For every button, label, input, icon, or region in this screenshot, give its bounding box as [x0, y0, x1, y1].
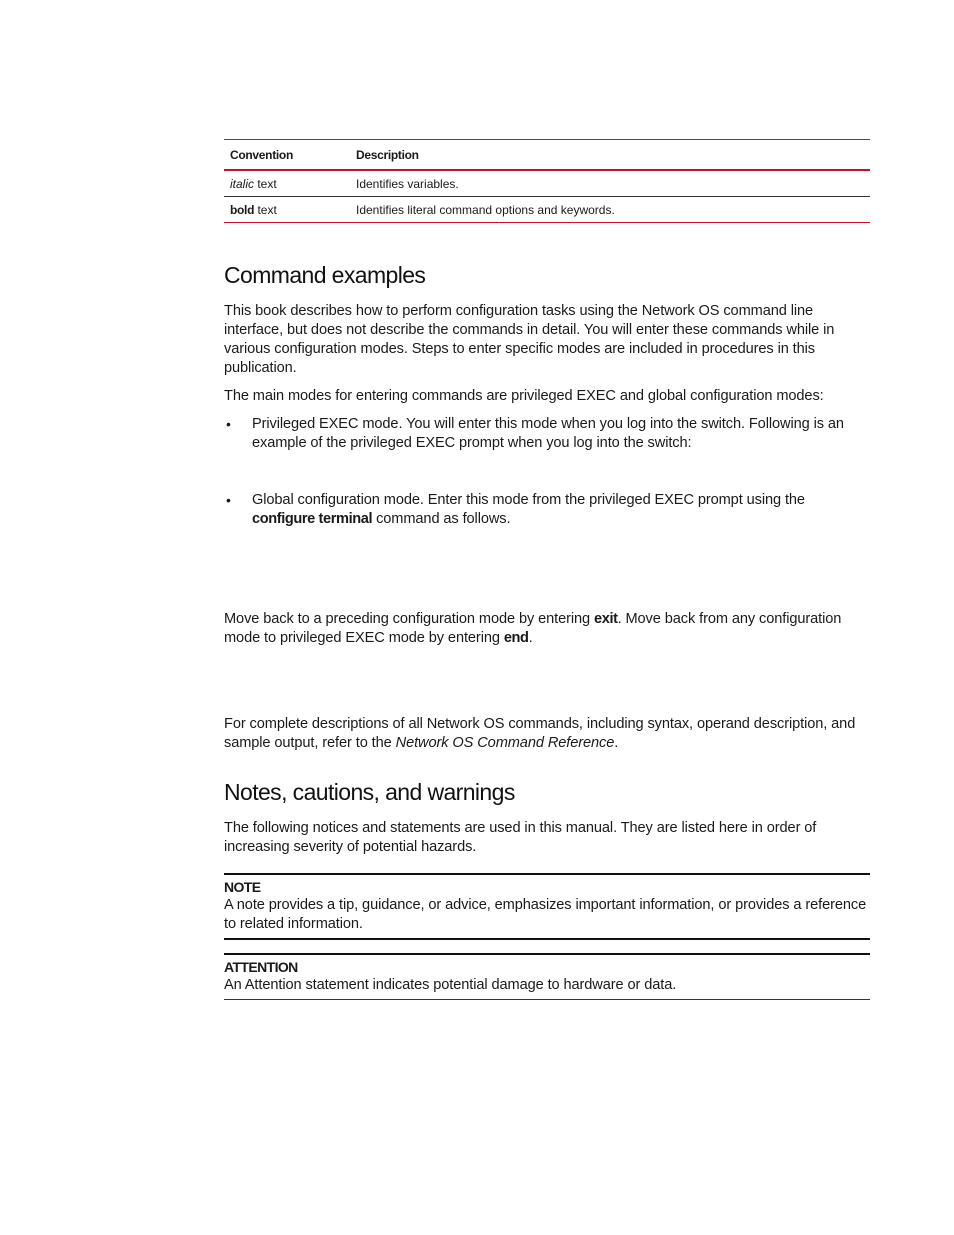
note-text: A note provides a tip, guidance, or advice, emphasizes important information, or provides a reference to related information.: [224, 897, 867, 932]
notes-intro-paragraph: The following notices and statements are used in this manual. They are listed here in order of increasing severity of potential hazards.: [224, 820, 817, 855]
reference-title: Network OS Command Reference: [395, 735, 615, 751]
attention-bottom-rule: [224, 999, 870, 1000]
table-cell-convention: [224, 177, 356, 191]
keyword-exit: exit: [594, 611, 618, 627]
paragraph-text-part: .: [614, 735, 619, 751]
convention-suffix: text: [254, 176, 277, 191]
attention-top-rule: [224, 953, 870, 955]
paragraph-text-part: . Move back from any configuration mode to privileged EXEC mode by entering: [224, 611, 842, 646]
attention-box: [224, 953, 870, 1000]
table-row: [224, 171, 870, 196]
table-cell-description: Identifies variables.: [356, 176, 459, 191]
paragraph-text-part: For complete descriptions of all Network OS commands, including syntax, operand description, and sample output, refer to the: [224, 716, 856, 751]
conventions-table: [224, 139, 870, 223]
attention-text: An Attention statement indicates potential damage to hardware or data.: [224, 977, 677, 993]
attention-label: ATTENTION: [224, 959, 298, 975]
convention-suffix: text: [254, 202, 277, 217]
table-header-row: [224, 140, 870, 171]
section-heading-command-examples: Command examples: [224, 262, 426, 288]
command-examples-paragraph-4: [224, 715, 870, 753]
bullet-icon: •: [226, 492, 231, 508]
list-item: [224, 491, 870, 529]
list-item: [224, 415, 870, 453]
bullet-text-privileged-exec: Privileged EXEC mode. You will enter this mode when you log into the switch. Following is an example of the privileged EXEC prompt when you log into the switch:: [252, 416, 844, 451]
section-heading-notes-cautions-warnings: Notes, cautions, and warnings: [224, 779, 515, 805]
table-header-description: Description: [356, 147, 419, 162]
note-box: [224, 873, 870, 940]
bullet-text-part: command as follows.: [372, 511, 511, 527]
table-cell-description: Identifies literal command options and keywords.: [356, 202, 615, 217]
italic-sample: italic: [230, 176, 255, 191]
command-examples-paragraph-2: The main modes for entering commands are privileged EXEC and global configuration modes:: [224, 388, 824, 404]
bullet-icon: •: [226, 416, 231, 432]
note-label: NOTE: [224, 879, 261, 895]
bullet-text-part: Global configuration mode. Enter this mode from the privileged EXEC prompt using the: [252, 492, 805, 508]
command-examples-paragraph-3: [224, 610, 870, 648]
command-examples-paragraph-1: This book describes how to perform configuration tasks using the Network OS command line interface, but does not describe the commands in detail. You will enter these commands while in various configuration modes. Steps to enter specific modes are included in procedures in this publication.: [224, 303, 835, 376]
table-cell-convention: [224, 203, 356, 217]
keyword-end: end: [503, 630, 529, 646]
table-row: [224, 196, 870, 222]
note-top-rule: [224, 873, 870, 875]
note-bottom-rule: [224, 938, 870, 940]
bullet-text-global-config: [252, 491, 870, 529]
table-header-convention: Convention: [230, 147, 293, 162]
bold-sample: bold: [230, 202, 255, 217]
paragraph-text-part: Move back to a preceding configuration mode by entering: [224, 611, 595, 627]
paragraph-text-part: .: [528, 630, 533, 646]
keyword-configure-terminal: configure terminal: [252, 511, 373, 527]
